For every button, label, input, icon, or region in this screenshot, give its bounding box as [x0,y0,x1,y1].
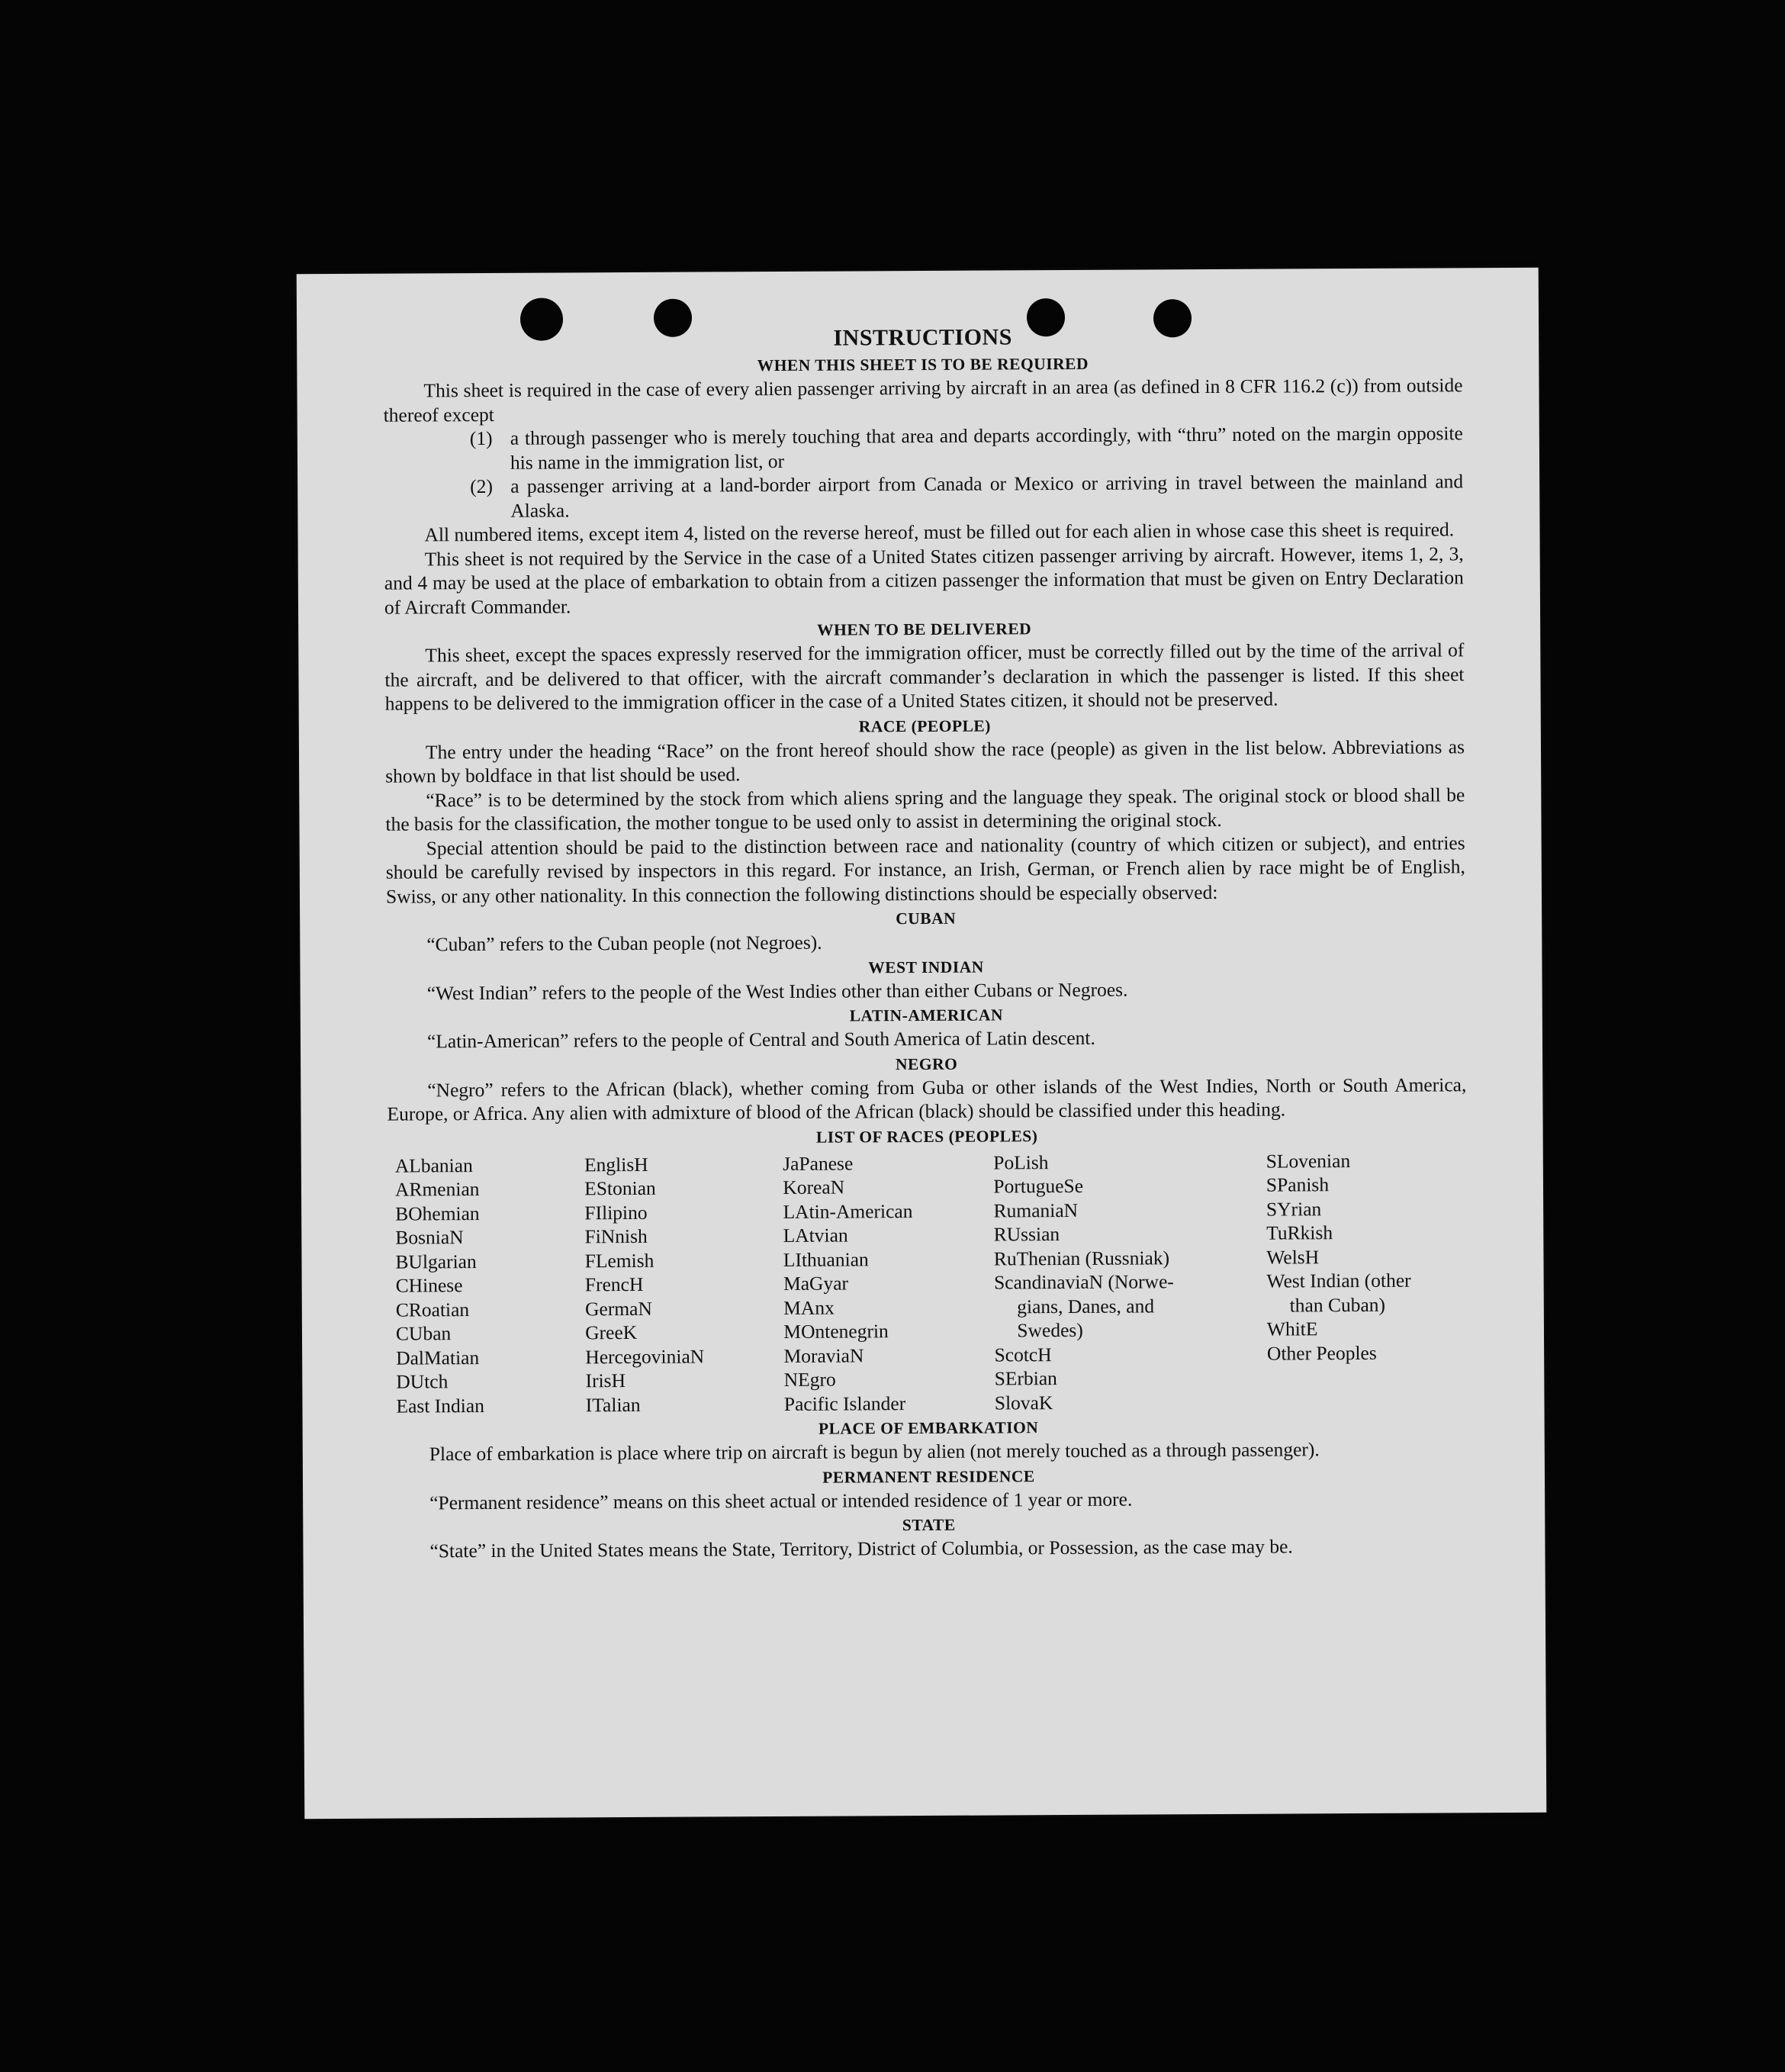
race-entry: RuThenian (Russniak) [993,1246,1170,1270]
race-entry: TuRkish [1266,1221,1333,1244]
race-entry: West Indian (other [1266,1269,1411,1292]
race-entry: than Cuban) [1289,1293,1386,1316]
race-entry: NEgro [783,1368,836,1391]
races-column [584,1151,784,1417]
race-entry: BosniaN [395,1226,464,1249]
race-entry: FLemish [584,1249,654,1272]
exception-item [384,421,1463,475]
race-entry: WelsH [1266,1245,1320,1269]
race-entry: GermaN [584,1297,652,1320]
race-entry: MaGyar [783,1272,849,1295]
paragraph: The entry under the heading “Race” on the front hereof should show the race (people) as given in the list below. Abbreviations as shown by boldface in that list should be used. [385,735,1465,787]
race-entry: EnglisH [584,1153,648,1176]
race-entry: CHinese [395,1274,463,1297]
race-entry: RUssian [993,1223,1060,1246]
races-column [993,1149,1267,1414]
race-entry: PoLish [993,1150,1049,1174]
race-entry: SlovaK [994,1391,1053,1414]
paragraph: “West Indian” refers to the people of the West Indies other than either Cubans or Negroes. [426,978,1128,1004]
exception-item [384,469,1463,523]
races-column [783,1150,995,1416]
section-heading-latin-american: LATIN-AMERICAN [849,1005,1004,1025]
race-entry: LAtvian [783,1224,848,1247]
section-heading-race: RACE (PEOPLE) [858,716,991,735]
races-column [1266,1148,1468,1414]
race-entry: SErbian [994,1367,1057,1390]
race-entry: WhitE [1266,1318,1318,1340]
race-entry: MAnx [783,1296,835,1319]
race-entry: PortugueSe [993,1174,1084,1198]
race-entry: DUtch [396,1370,449,1393]
race-entry: CUban [395,1322,452,1345]
race-entry: GreeK [585,1321,638,1344]
sheet-content [383,321,1468,1563]
page-title: INSTRUCTIONS [833,324,1012,351]
paragraph: “Permanent residence” means on this sheet actual or intended residence of 1 year or more. [429,1488,1133,1514]
race-entry: LIthuanian [783,1247,869,1271]
race-entry: BUlgarian [395,1250,477,1273]
section-heading-west-indian: WEST INDIAN [868,957,984,976]
item-number: (1) [469,426,493,450]
races-list [388,1148,1468,1418]
paragraph: This sheet, except the spaces expressly reserved for the immigration officer, must be correctly filled out by the time of the arrival of the aircraft, and be delivered to that officer, with the aircraft commander’s declaration in which the passenger is listed. If this sheet happens to be delivered to the immigration officer in the case of a United States citizen, it should not be preserved. [384,639,1465,715]
race-entry: FrencH [584,1272,644,1296]
race-entry: Other Peoples [1266,1341,1377,1365]
race-entry: SPanish [1266,1173,1330,1196]
paragraph: “Race” is to be determined by the stock from which aliens spring and the language they speak. The original stock or blood shall be the basis for the classification, the mother tongue to be used only to assist in determining the original stock. [385,783,1465,835]
section-heading-cuban: CUBAN [896,909,957,928]
race-entry: IrisH [585,1369,626,1392]
paragraph: “Negro” refers to the African (black), whether coming from Guba or other islands of the West Indies, North or South America, Europe, or Africa. Any alien with admixture of blood of the African (black) should be classified under this heading. [387,1073,1467,1125]
item-number: (2) [470,475,493,498]
instruction-sheet [297,268,1547,1819]
section-heading-state: STATE [902,1515,956,1535]
paragraph: All numbered items, except item 4, listed on the reverse hereof, must be filled out for each alien in whose case this sheet is required. [424,518,1455,546]
section-heading-embarkation: PLACE OF EMBARKATION [818,1418,1039,1438]
section-heading-delivered: WHEN TO BE DELIVERED [817,619,1032,639]
race-entry: Swedes) [1017,1318,1083,1342]
race-entry: MOntenegrin [783,1320,889,1343]
race-entry: ITalian [585,1393,641,1416]
race-entry: gians, Danes, and [1017,1294,1155,1318]
race-entry: Pacific Islander [783,1392,906,1415]
section-heading-negro: NEGRO [895,1054,958,1073]
race-entry: ARmenian [394,1178,480,1201]
race-entry: EStonian [584,1176,656,1200]
paragraph: This sheet is not required by the Service in the case of a United States citizen passenger arriving by aircraft. However, items 1, 2, 3, and 4 may be used at the place of embarkation to obtain from a citizen passenger the information that must be given on Entry Declaration of Aircraft Commander. [384,542,1464,619]
races-column [395,1153,586,1418]
race-entry: LAtin-American [783,1199,913,1223]
race-entry: ScandinaviaN (Norwe- [993,1270,1174,1294]
race-entry: FIlipino [584,1201,648,1224]
paragraph: “Latin-American” refers to the people of Central and South America of Latin descent. [426,1026,1095,1053]
paragraph: “Cuban” refers to the Cuban people (not Negroes). [426,931,822,956]
paragraph: Place of embarkation is place where trip on aircraft is begun by alien (not merely touched as a through passenger). [429,1438,1320,1466]
race-entry: MoraviaN [783,1343,864,1367]
race-entry: JaPanese [783,1151,854,1175]
section-heading-residence: PERMANENT RESIDENCE [822,1466,1035,1487]
race-entry: BOhemian [395,1202,480,1225]
race-entry: HercegoviniaN [585,1344,705,1368]
race-entry: ALbanian [394,1153,473,1177]
item-text: a passenger arriving at a land-border airport from Canada or Mexico or arriving in travel between the mainland and Alaska. [510,470,1464,522]
paragraph: This sheet is required in the case of every alien passenger arriving by aircraft in an area (as defined in 8 CFR 116.2 (c)) from outside thereof except [383,374,1463,426]
section-heading-required: WHEN THIS SHEET IS TO BE REQUIRED [757,354,1089,375]
race-entry: KoreaN [783,1176,845,1198]
paragraph: “State” in the United States means the State, Territory, District of Columbia, or Possession, as the case may be. [429,1535,1293,1562]
race-entry: SYrian [1266,1197,1322,1221]
race-entry: CRoatian [395,1298,470,1321]
paragraph: Special attention should be paid to the distinction between race and nationality (country of which citizen or subject), and entries should be carefully revised by inspectors in this regard. For instance, an Irish, German, or French alien by race might be of English, Swiss, or any other nationality. In this connection the following distinctions should be especially observed: [385,831,1465,908]
race-entry: FiNnish [584,1224,648,1248]
section-heading-list-of-races: LIST OF RACES (PEOPLES) [815,1126,1038,1147]
race-entry: East Indian [396,1394,484,1417]
race-entry: RumaniaN [993,1198,1079,1222]
race-entry: DalMatian [396,1346,480,1369]
race-entry: SLovenian [1266,1149,1351,1173]
item-text: a through passenger who is merely touching that area and departs accordingly, with “thru” noted on the margin opposite his name in the immigration list, or [510,422,1463,474]
race-entry: ScotcH [994,1343,1052,1366]
